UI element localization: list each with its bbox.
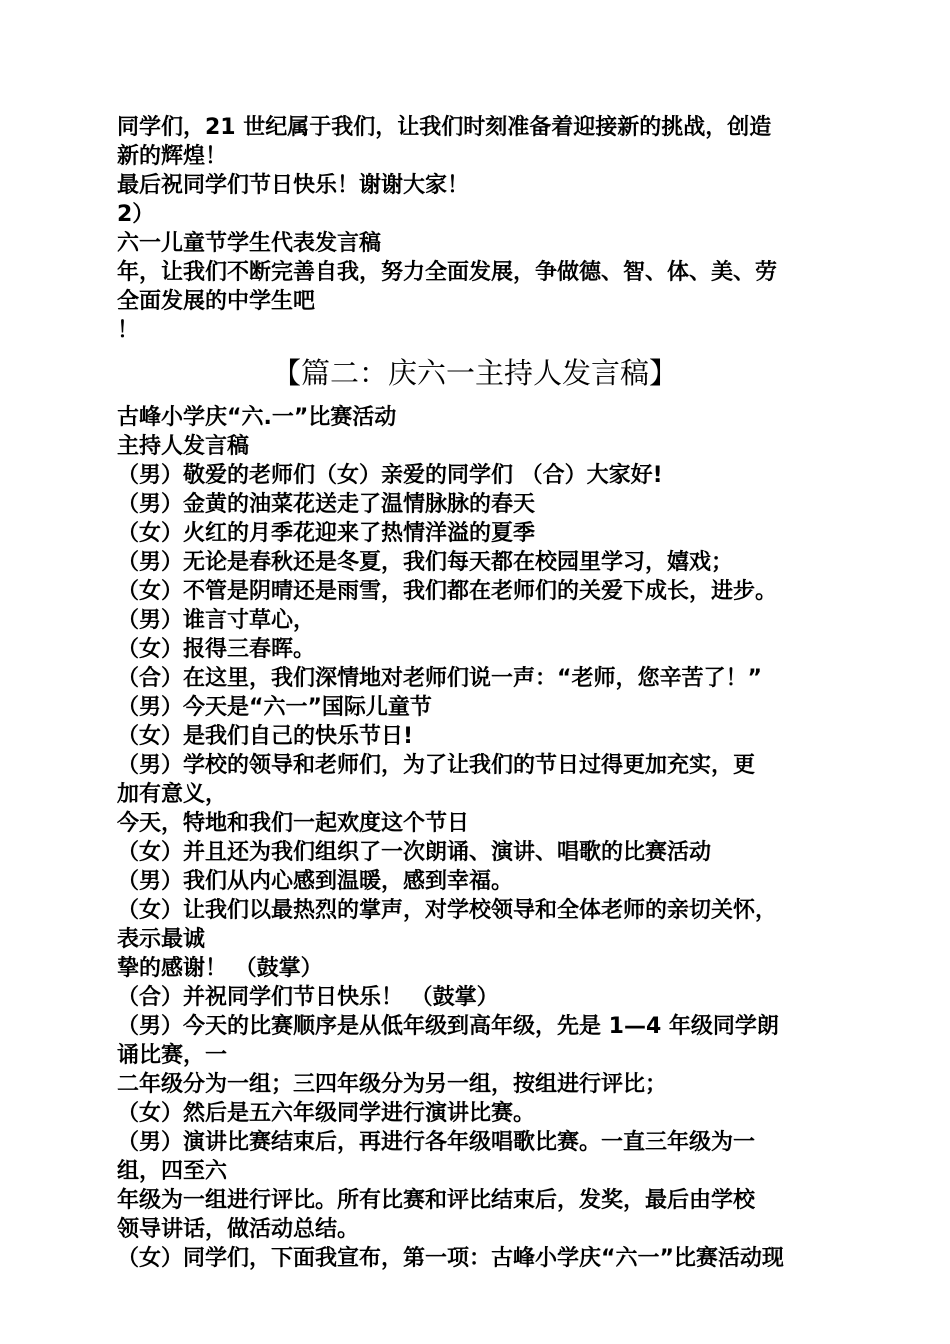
text-line: （男）敬爱的老师们（女）亲爱的同学们 （合）大家好! bbox=[117, 463, 663, 488]
text-line: （男）学校的领导和老师们，为了让我们的节日过得更加充实，更 bbox=[117, 753, 756, 778]
text-line: 挚的感谢！ （鼓掌） bbox=[117, 956, 323, 981]
document-body bbox=[117, 113, 837, 1273]
text-line: 六一儿童节学生代表发言稿 bbox=[117, 231, 382, 256]
text-line: 组，四至六 bbox=[117, 1159, 228, 1184]
text-line: （男）我们从内心感到温暖，感到幸福。 bbox=[117, 869, 514, 894]
text-line: 最后祝同学们节日快乐！谢谢大家！ bbox=[117, 173, 470, 198]
section-heading: 【篇二：庆六一主持人发言稿】 bbox=[271, 356, 678, 390]
text-line: （合）并祝同学们节日快乐！ （鼓掌） bbox=[117, 985, 499, 1010]
part1-block bbox=[117, 113, 837, 345]
text-line: （男）谁言寸草心， bbox=[117, 608, 316, 633]
text-line: （女）并且还为我们组织了一次朗诵、演讲、唱歌的比赛活动 bbox=[117, 840, 712, 865]
text-line: （男）金黄的油菜花送走了温情脉脉的春天 bbox=[117, 492, 536, 517]
text-line: ！ bbox=[117, 318, 140, 343]
text-line: （女）然后是五六年级同学进行演讲比赛。 bbox=[117, 1101, 536, 1126]
text-line: 同学们，21 世纪属于我们，让我们时刻准备着迎接新的挑战，创造 bbox=[117, 115, 772, 140]
text-line: （女）同学们，下面我宣布，第一项：古峰小学庆“六一”比赛活动现 bbox=[117, 1246, 784, 1271]
text-line: （男）今天是“六一”国际儿童节 bbox=[117, 695, 432, 720]
text-line: 年，让我们不断完善自我，努力全面发展，争做德、智、体、美、劳 bbox=[117, 260, 778, 285]
text-line: 2） bbox=[117, 202, 155, 227]
text-line: 加有意义， bbox=[117, 782, 228, 807]
text-line: 全面发展的中学生吧 bbox=[117, 289, 316, 314]
text-line: （女）报得三春晖。 bbox=[117, 637, 316, 662]
text-line: （男）无论是春秋还是冬夏，我们每天都在校园里学习，嬉戏； bbox=[117, 550, 734, 575]
text-line: 今天，特地和我们一起欢度这个节日 bbox=[117, 811, 470, 836]
text-line: （合）在这里，我们深情地对老师们说一声：“老师，您辛苦了！” bbox=[117, 666, 762, 691]
text-line: 表示最诚 bbox=[117, 927, 206, 952]
text-line: （女）是我们自己的快乐节日! bbox=[117, 724, 414, 749]
text-line: （女）让我们以最热烈的掌声，对学校领导和全体老师的亲切关怀， bbox=[117, 898, 778, 923]
text-line: 主持人发言稿 bbox=[117, 434, 250, 459]
text-line: （男）演讲比赛结束后，再进行各年级唱歌比赛。一直三年级为一 bbox=[117, 1130, 756, 1155]
text-line: 新的辉煌！ bbox=[117, 144, 228, 169]
text-line: （男）今天的比赛顺序是从低年级到高年级，先是 1—4 年级同学朗 bbox=[117, 1014, 779, 1039]
text-line: 年级为一组进行评比。所有比赛和评比结束后，发奖，最后由学校 bbox=[117, 1188, 756, 1213]
text-line: （女）不管是阴晴还是雨雪，我们都在老师们的关爱下成长，进步。 bbox=[117, 579, 778, 604]
text-line: 诵比赛，一 bbox=[117, 1043, 228, 1068]
part2-block bbox=[117, 403, 837, 1273]
text-line: 二年级分为一组；三四年级分为另一组，按组进行评比； bbox=[117, 1072, 668, 1097]
text-line: 古峰小学庆“六.一”比赛活动 bbox=[117, 405, 397, 430]
text-line: （女）火红的月季花迎来了热情洋溢的夏季 bbox=[117, 521, 536, 546]
text-line: 领导讲话，做活动总结。 bbox=[117, 1217, 360, 1242]
